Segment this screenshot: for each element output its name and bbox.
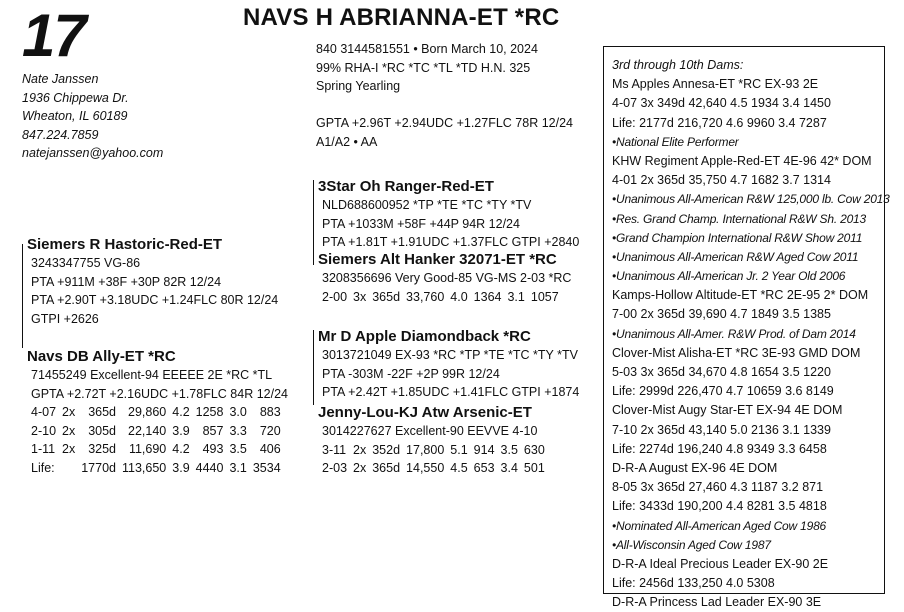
dam-award-line: •Unanimous All-American R&W 125,000 lb. Cow 2013 xyxy=(612,192,890,207)
sire-sire-line: PTA +2.90T +3.18UDC +1.24FLC 80R 12/24 xyxy=(31,293,279,308)
dam-dam-record-cell: 1057 xyxy=(530,289,559,304)
dam-sire-line: PTA +1.81T +1.91UDC +1.37FLC GTPI +2840 xyxy=(322,235,580,250)
sire-record-cell: 2x xyxy=(62,442,76,457)
sire-record-cell: 4440 xyxy=(195,460,224,475)
sire-record-cell: 2x xyxy=(62,405,76,420)
dam-record-line: Life: 2456d 133,250 4.0 5308 xyxy=(612,576,775,591)
sire-record-cell: 3.9 xyxy=(172,423,190,438)
sire-record-cell: Life: xyxy=(31,460,55,475)
dam-sire-line: PTA +1033M +58F +44P 94R 12/24 xyxy=(322,216,520,231)
sire-record-cell: 113,650 xyxy=(122,460,167,475)
consignor-name: Nate Janssen xyxy=(22,72,99,86)
dam-dam-record-cell: 3x xyxy=(353,289,367,304)
consignor-city: Wheaton, IL 60189 xyxy=(22,109,128,124)
maternal-dam-record-cell: 2x xyxy=(353,461,367,476)
animal-info xyxy=(316,40,573,152)
maternal-sire-block xyxy=(318,328,579,402)
dam-record-line: Kamps-Hollow Altitude-ET *RC 2E-95 2* DOM xyxy=(612,288,869,303)
maternal-dam-line: 3014227627 Excellent-90 EEVVE 4-10 xyxy=(322,424,538,438)
maternal-sire-line: PTA +2.42T +1.85UDC +1.41FLC GTPI +1874 xyxy=(322,385,580,400)
animal-title: NAVS H ABRIANNA-ET *RC xyxy=(243,4,560,31)
dam-dam-block xyxy=(318,251,571,306)
dam-record-line: Life: 2999d 226,470 4.7 10659 3.6 8149 xyxy=(612,384,834,399)
sire-record-cell: 4.2 xyxy=(172,405,190,420)
dam-record-line: Ms Apples Annesa-ET *RC EX-93 2E xyxy=(612,77,819,92)
maternal-sire-line: PTA -303M -22F +2P 99R 12/24 xyxy=(322,366,500,381)
registration-line: 840 3144581551 • Born March 10, 2024 xyxy=(316,42,538,56)
sire-record-row xyxy=(31,422,287,441)
lot-number: 17 xyxy=(22,2,85,69)
codes-line: 99% RHA-I *RC *TC *TL *TD H.N. 325 xyxy=(316,60,531,75)
maternal-dam-record-cell: 17,800 xyxy=(406,442,445,457)
dam-dam-records-table xyxy=(322,288,565,307)
haplotype-line: A1/A2 • AA xyxy=(316,134,378,149)
sire-record-cell: 2-10 xyxy=(31,423,57,438)
sire-record-row xyxy=(31,459,287,478)
dam-award-line: •Unanimous All-Amer. R&W Prod. of Dam 2014 xyxy=(612,326,856,341)
dam-award-line: •Grand Champion International R&W Show 2011 xyxy=(612,230,863,245)
maternal-dam-record-cell: 365d xyxy=(372,461,401,476)
sire-record-cell: 3.5 xyxy=(229,442,247,457)
sire-sire-name: Siemers R Hastoric-Red-ET xyxy=(27,236,223,253)
dam-award-line: •Unanimous All-American Jr. 2 Year Old 2006 xyxy=(612,269,846,284)
sire-record-cell: 857 xyxy=(202,423,224,438)
dam-record-line: D-R-A Princess Lad Leader EX-90 3E xyxy=(612,595,822,610)
maternal-sire-line: 3013721049 EX-93 *RC *TP *TE *TC *TY *TV xyxy=(322,348,578,362)
dam-record-line: 4-07 3x 349d 42,640 4.5 1934 3.4 1450 xyxy=(612,96,831,111)
dam-record-line: 7-00 2x 365d 39,690 4.7 1849 3.5 1385 xyxy=(612,307,831,322)
dam-dam-record-row xyxy=(322,288,565,307)
sire-line: GPTA +2.72T +2.16UDC +1.78FLC 84R 12/24 xyxy=(31,386,288,401)
sire-sire-line: 3243347755 VG-86 xyxy=(31,256,141,270)
consignor-email[interactable]: natejanssen@yahoo.com xyxy=(22,146,164,161)
bracket-sire-line xyxy=(22,244,23,348)
dam-record-line: KHW Regiment Apple-Red-ET 4E-96 42* DOM xyxy=(612,153,872,168)
dam-record-line: Life: 3433d 190,200 4.4 8281 3.5 4818 xyxy=(612,499,827,514)
gpta-line: GPTA +2.96T +2.94UDC +1.27FLC 78R 12/24 xyxy=(316,116,573,131)
dam-record-line: Clover-Mist Alisha-ET *RC 3E-93 GMD DOM xyxy=(612,345,861,360)
dam-dam-record-cell: 2-00 xyxy=(322,289,348,304)
maternal-dam-record-cell: 2-03 xyxy=(322,461,348,476)
dam-sire-name: 3Star Oh Ranger-Red-ET xyxy=(318,178,494,195)
maternal-sire-name: Mr D Apple Diamondback *RC xyxy=(318,328,531,345)
maternal-dam-record-cell: 3.4 xyxy=(500,461,518,476)
maternal-dam-record-cell: 352d xyxy=(372,442,401,457)
sire-record-cell: 883 xyxy=(259,405,281,420)
maternal-dam-record-cell: 3.5 xyxy=(500,442,518,457)
dam-record-line: Clover-Mist Augy Star-ET EX-94 4E DOM xyxy=(612,403,843,418)
dam-sire-line: NLD688600952 *TP *TE *TC *TY *TV xyxy=(322,198,532,212)
maternal-dam-record-cell: 630 xyxy=(523,442,545,457)
maternal-dam-record-cell: 914 xyxy=(473,442,495,457)
dam-award-line: •Res. Grand Champ. International R&W Sh. 2013 xyxy=(612,211,866,226)
sire-name: Navs DB Ally-ET *RC xyxy=(27,348,176,365)
sire-record-cell: 11,690 xyxy=(128,442,167,457)
sire-record-cell: 1-11 xyxy=(31,442,56,457)
sire-record-cell: 406 xyxy=(259,442,281,457)
sire-record-cell xyxy=(62,459,81,478)
maternal-dam-record-cell: 3-11 xyxy=(322,442,347,457)
bracket-damsire-line xyxy=(313,180,314,265)
dam-dam-record-cell: 33,760 xyxy=(406,289,445,304)
dam-award-line: •All-Wisconsin Aged Cow 1987 xyxy=(612,537,771,552)
sire-record-cell: 365d xyxy=(88,405,116,420)
sire-record-cell: 3.9 xyxy=(172,460,190,475)
dam-dam-record-cell: 365d xyxy=(372,289,401,304)
sire-record-cell: 1258 xyxy=(195,405,224,420)
maternal-dam-record-row xyxy=(322,459,551,478)
sire-record-cell: 305d xyxy=(88,423,116,438)
dam-record-line: 8-05 3x 365d 27,460 4.3 1187 3.2 871 xyxy=(612,480,824,495)
sire-record-cell: 29,860 xyxy=(128,405,167,420)
sire-record-cell: 493 xyxy=(202,442,224,457)
dam-record-line: Life: 2177d 216,720 4.6 9960 3.4 7287 xyxy=(612,115,827,130)
dams-heading: 3rd through 10th Dams: xyxy=(612,58,744,72)
dam-record-line: 5-03 3x 365d 34,670 4.8 1654 3.5 1220 xyxy=(612,365,831,379)
sire-line: 71455249 Excellent-94 EEEEE 2E *RC *TL xyxy=(31,368,273,382)
sire-record-cell: 2x xyxy=(62,423,76,438)
maternal-dam-record-cell: 653 xyxy=(473,461,495,476)
sire-sire-line: GTPI +2626 xyxy=(31,311,99,326)
dam-record-line: 7-10 2x 365d 43,140 5.0 2136 3.1 1339 xyxy=(612,422,831,437)
sire-record-cell: 1770d xyxy=(81,460,116,475)
dam-record-line: Life: 2274d 196,240 4.8 9349 3.3 6458 xyxy=(612,441,827,456)
dam-dam-record-cell: 1364 xyxy=(473,289,502,304)
maternal-dam-record-cell: 5.1 xyxy=(450,442,468,457)
sire-record-cell: 4.2 xyxy=(172,442,190,457)
dam-award-line: •National Elite Performer xyxy=(612,134,739,149)
maternal-dam-record-row xyxy=(322,441,551,460)
sire-sire-line: PTA +911M +38F +30P 82R 12/24 xyxy=(31,274,222,289)
dam-dam-record-cell: 3.1 xyxy=(507,289,525,304)
maternal-dam-record-cell: 4.5 xyxy=(450,461,468,476)
maternal-dam-name: Jenny-Lou-KJ Atw Arsenic-ET xyxy=(318,404,532,421)
dam-dam-name: Siemers Alt Hanker 32071-ET *RC xyxy=(318,251,557,268)
dam-record-line: D-R-A Ideal Precious Leader EX-90 2E xyxy=(612,556,829,571)
class-line: Spring Yearling xyxy=(316,79,401,94)
dams-list xyxy=(612,56,890,610)
sire-sire-block xyxy=(27,236,278,328)
sire-records-table xyxy=(31,403,287,477)
sire-record-cell: 22,140 xyxy=(128,423,167,438)
maternal-dam-record-cell: 2x xyxy=(353,442,367,457)
dam-dam-record-cell: 4.0 xyxy=(450,289,468,304)
dam-record-line: 4-01 2x 365d 35,750 4.7 1682 3.7 1314 xyxy=(612,173,831,188)
maternal-dam-record-cell: 501 xyxy=(523,461,545,476)
sire-record-cell: 325d xyxy=(88,442,116,457)
sire-record-cell: 3.0 xyxy=(229,405,247,420)
dam-award-line: •Nominated All-American Aged Cow 1986 xyxy=(612,518,827,533)
maternal-dam-record-cell: 14,550 xyxy=(406,461,445,476)
bracket-matsire-line xyxy=(313,330,314,405)
sire-record-row xyxy=(31,440,287,459)
maternal-dam-records-table xyxy=(322,441,551,478)
sire-record-cell: 3.1 xyxy=(229,460,247,475)
sire-record-cell: 720 xyxy=(259,423,281,438)
sire-record-cell: 3.3 xyxy=(229,423,247,438)
sire-record-row xyxy=(31,403,287,422)
sire-record-cell: 4-07 xyxy=(31,405,57,420)
dam-sire-block xyxy=(318,178,579,252)
sire-record-cell: 3534 xyxy=(252,460,281,475)
consignor-block xyxy=(22,70,163,163)
dam-record-line: D-R-A August EX-96 4E DOM xyxy=(612,460,778,475)
consignor-phone: 847.224.7859 xyxy=(22,127,99,142)
dam-award-line: •Unanimous All-American R&W Aged Cow 2011 xyxy=(612,249,859,264)
sire-block xyxy=(27,348,288,478)
dam-dam-line: 3208356696 Very Good-85 VG-MS 2-03 *RC xyxy=(322,271,572,285)
consignor-address: 1936 Chippewa Dr. xyxy=(22,90,129,105)
maternal-dam-block xyxy=(318,404,551,478)
